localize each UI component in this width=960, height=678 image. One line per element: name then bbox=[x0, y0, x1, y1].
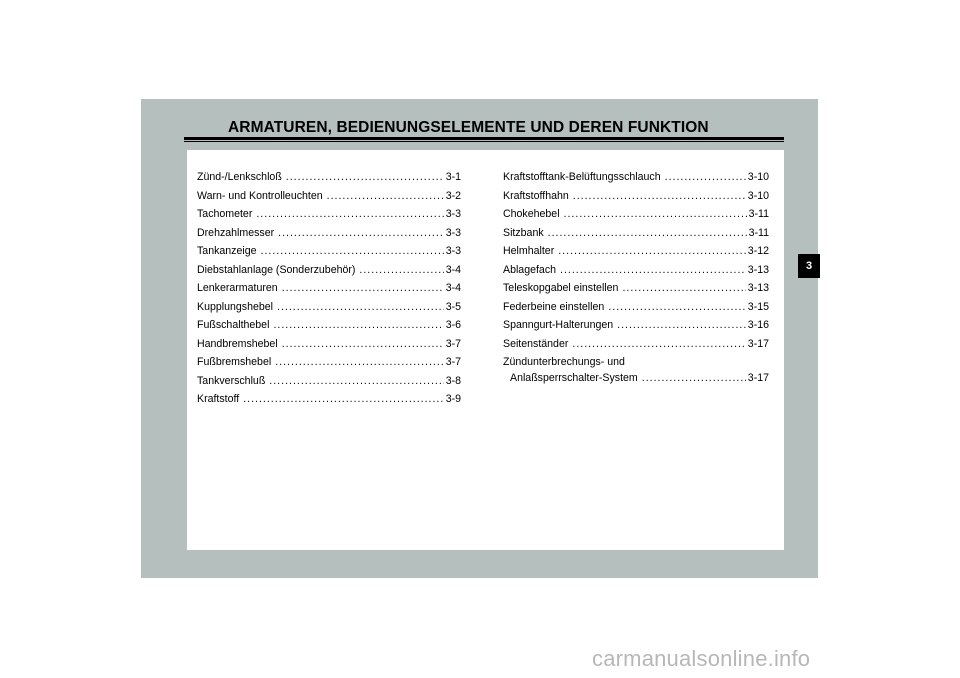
toc-entry[interactable]: Spanngurt-Halterungen ..... 3-16 bbox=[503, 316, 769, 335]
toc-entry-page: 3-17 bbox=[747, 371, 769, 384]
toc-entry[interactable]: Tachometer ..... 3-3 bbox=[197, 205, 461, 224]
toc-entry[interactable]: Helmhalter ..... 3-12 bbox=[503, 242, 769, 261]
toc-entry[interactable]: Diebstahlanlage (Sonderzubehör) ..... 3-4 bbox=[197, 261, 461, 280]
toc-entry[interactable]: Chokehebel ..... 3-11 bbox=[503, 205, 769, 224]
toc-entry[interactable]: Kupplungshebel ..... 3-5 bbox=[197, 298, 461, 317]
toc-entry-line2: Anlaßsperrschalter-System bbox=[510, 371, 638, 384]
toc-entry[interactable]: Handbremshebel ..... 3-7 bbox=[197, 335, 461, 354]
toc-entry[interactable]: Kraftstofftank-Belüftungsschlauch ..... 3-10 bbox=[503, 168, 769, 187]
toc-entry[interactable]: Fußschalthebel ..... 3-6 bbox=[197, 316, 461, 335]
toc-entry[interactable]: Tankverschluß ..... 3-8 bbox=[197, 372, 461, 391]
toc-entry[interactable]: Tankanzeige ..... 3-3 bbox=[197, 242, 461, 261]
chapter-tab[interactable]: 3 bbox=[798, 254, 820, 278]
toc-right-column bbox=[503, 168, 769, 385]
watermark: carmanualsonline.info bbox=[592, 646, 811, 671]
toc-entry[interactable]: Teleskopgabel einstellen ..... 3-13 bbox=[503, 279, 769, 298]
page-title: ARMATUREN, BEDIENUNGSELEMENTE UND DEREN FUNKTION bbox=[228, 119, 709, 136]
toc-entry-line1: Zündunterbrechungs- und bbox=[503, 356, 625, 368]
toc-entry[interactable]: Fußbremshebel ..... 3-7 bbox=[197, 353, 461, 372]
toc-entry[interactable]: Federbeine einstellen ..... 3-15 bbox=[503, 298, 769, 317]
toc-entry[interactable]: Warn- und Kontrolleuchten ..... 3-2 bbox=[197, 187, 461, 206]
toc-entry[interactable]: Ablagefach ..... 3-13 bbox=[503, 261, 769, 280]
toc-entry-multiline[interactable] bbox=[503, 353, 769, 385]
toc-entry[interactable]: Lenkerarmaturen ..... 3-4 bbox=[197, 279, 461, 298]
toc-entry[interactable]: Drehzahlmesser ..... 3-3 bbox=[197, 224, 461, 243]
toc-entry[interactable]: Sitzbank ..... 3-11 bbox=[503, 224, 769, 243]
toc-entry[interactable]: Kraftstoffhahn ..... 3-10 bbox=[503, 187, 769, 206]
title-rule bbox=[184, 137, 784, 140]
toc-entry[interactable]: Seitenständer ..... 3-17 bbox=[503, 335, 769, 354]
title-rule-thin bbox=[184, 141, 784, 142]
toc-entry[interactable]: Kraftstoff ..... 3-9 bbox=[197, 390, 461, 409]
toc-left-column bbox=[197, 168, 461, 409]
toc-entry[interactable]: Zünd-/Lenkschloß ..... 3-1 bbox=[197, 168, 461, 187]
